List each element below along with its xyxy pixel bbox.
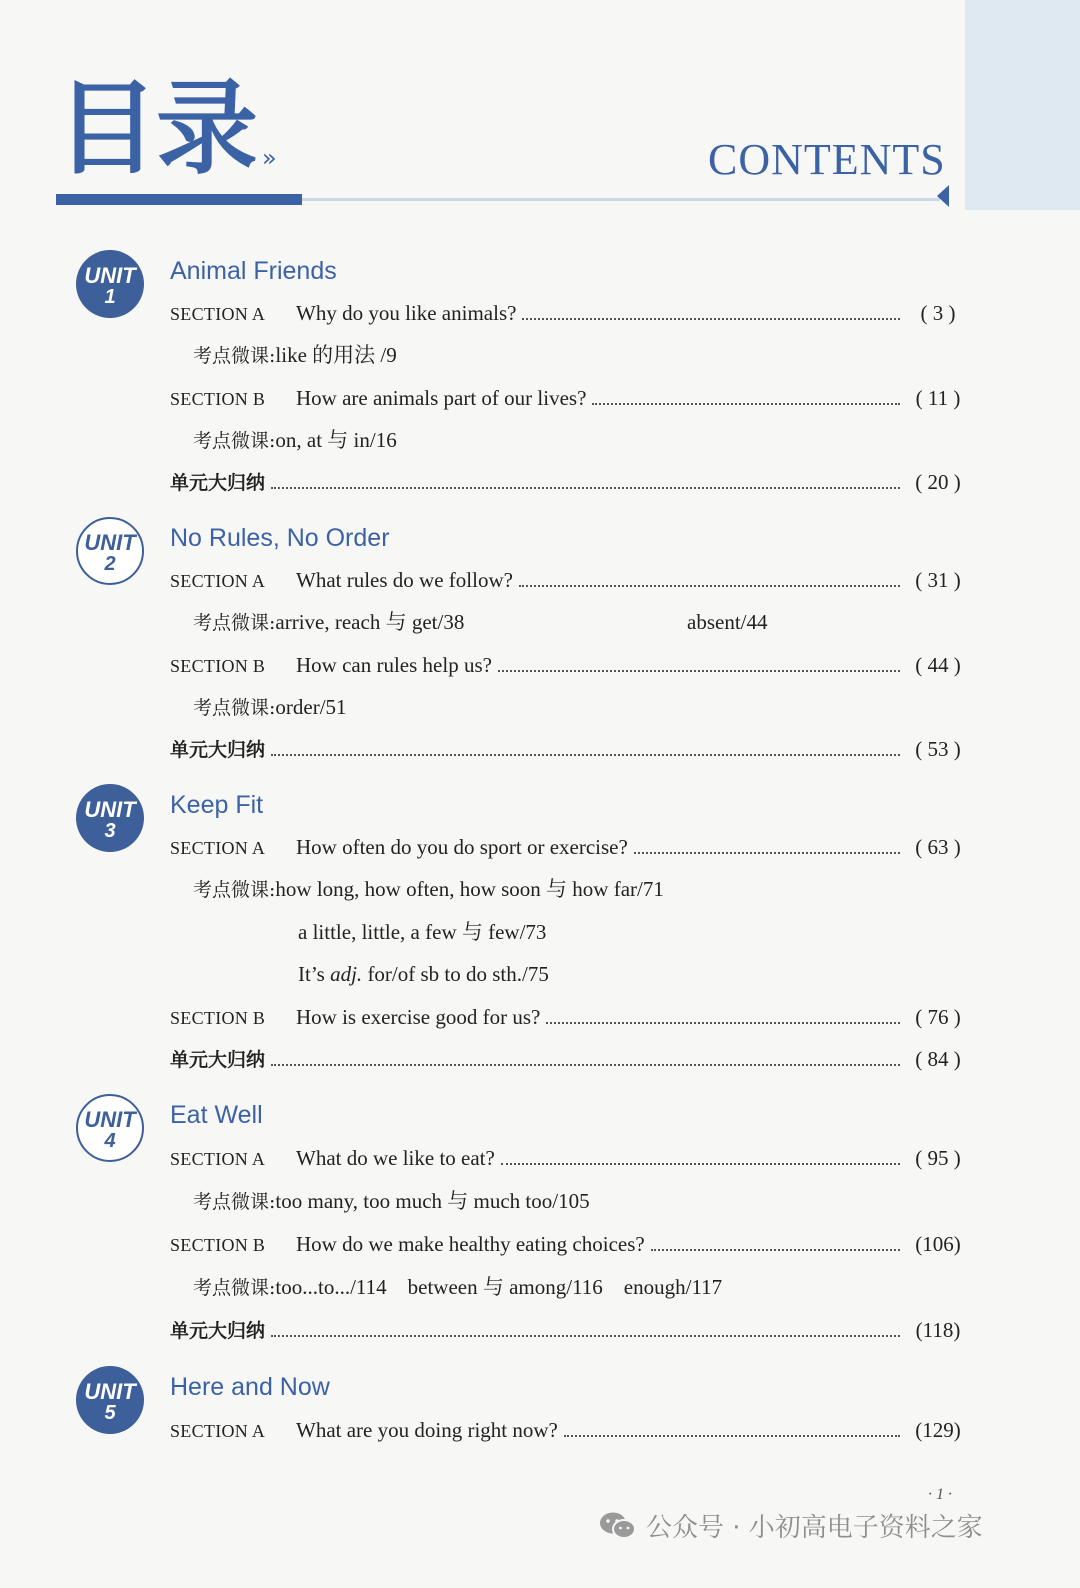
page-ref: (129) — [915, 1418, 961, 1442]
header-rule — [302, 198, 940, 201]
kd-entry-u1-b[interactable] — [193, 425, 397, 455]
badge-number: 3 — [104, 820, 116, 842]
badge-word: UNIT — [84, 1107, 136, 1132]
entry-text: What do we like to eat? — [296, 1146, 495, 1170]
entry-text: How is exercise good for us? — [296, 1005, 541, 1029]
kd-entry-u3-a[interactable] — [193, 874, 664, 904]
kd-line2-u3-a[interactable]: a little, little, a few 与 few/73 — [298, 920, 547, 944]
section-label: SECTION B — [170, 1235, 266, 1255]
dot-leader — [634, 822, 900, 854]
toc-entry-u4-section-a[interactable] — [170, 1143, 970, 1173]
triangle-marker-icon — [937, 185, 949, 207]
entry-text: How do we make healthy eating choices? — [296, 1232, 645, 1256]
dot-leader — [501, 1133, 900, 1165]
page-ref: ( 31 ) — [915, 568, 961, 592]
section-label: SECTION A — [170, 1421, 266, 1441]
kd-line3-pre: It’s — [298, 962, 331, 986]
badge-word: UNIT — [84, 530, 136, 555]
unit-badge-2 — [76, 517, 144, 585]
dot-leader — [271, 724, 900, 756]
toc-entry-u4-section-b[interactable] — [170, 1229, 970, 1259]
page-ref: ( 44 ) — [915, 653, 961, 677]
page-edge-shade — [965, 0, 1080, 210]
toc-entry-u2-summary[interactable] — [170, 734, 970, 764]
unit-title-4[interactable]: Eat Well — [170, 1101, 263, 1129]
toc-entry-u4-summary[interactable] — [170, 1315, 970, 1345]
badge-word: UNIT — [84, 797, 136, 822]
summary-text: 单元大归纳 — [170, 1049, 266, 1071]
section-label: SECTION A — [170, 304, 266, 324]
kd-text: too...to.../114 between 与 among/116 enough/117 — [275, 1275, 723, 1299]
entry-text: How can rules help us? — [296, 653, 492, 677]
toc-entry-u1-section-b[interactable] — [170, 383, 970, 413]
unit-badge-5 — [76, 1366, 144, 1434]
unit-title-5[interactable]: Here and Now — [170, 1373, 330, 1401]
page-ref: ( 3 ) — [920, 301, 956, 325]
badge-number: 2 — [104, 553, 116, 575]
page-ref: ( 11 ) — [915, 386, 961, 410]
unit-title-1[interactable]: Animal Friends — [170, 257, 337, 285]
kd-line3-u3-a[interactable] — [298, 959, 549, 989]
kd-entry-u4-a[interactable] — [193, 1186, 590, 1216]
page-ref: ( 84 ) — [915, 1047, 961, 1071]
toc-entry-u3-section-b[interactable] — [170, 1002, 970, 1032]
toc-entry-u1-summary[interactable] — [170, 467, 970, 497]
page-ref: (118) — [915, 1318, 961, 1342]
dot-leader — [522, 288, 900, 320]
kd-entry-u2-b[interactable] — [193, 692, 347, 722]
dot-leader — [271, 1034, 900, 1066]
entry-text: Why do you like animals? — [296, 301, 517, 325]
dot-leader — [271, 457, 900, 489]
badge-number: 4 — [104, 1130, 116, 1152]
kd-text: like 的用法 /9 — [275, 343, 397, 367]
page-number: · 1 · — [928, 1486, 952, 1503]
kd-label: 考点微课: — [193, 879, 276, 901]
entry-text: What are you doing right now? — [296, 1418, 558, 1442]
badge-number: 1 — [104, 286, 116, 308]
section-label: SECTION A — [170, 1149, 266, 1169]
toc-entry-u3-section-a[interactable] — [170, 832, 970, 862]
unit-badge-4 — [76, 1094, 144, 1162]
dot-leader — [498, 640, 900, 672]
kd-label: 考点微课: — [193, 612, 276, 634]
badge-word: UNIT — [84, 1379, 136, 1404]
page-ref: ( 63 ) — [915, 835, 961, 859]
kd-label: 考点微课: — [193, 1277, 276, 1299]
page-ref: ( 20 ) — [915, 470, 961, 494]
watermark — [598, 1508, 983, 1542]
summary-text: 单元大归纳 — [170, 472, 266, 494]
toc-entry-u2-section-b[interactable] — [170, 650, 970, 680]
badge-word: UNIT — [84, 263, 136, 288]
kd-text: on, at 与 in/16 — [275, 428, 397, 452]
section-label: SECTION B — [170, 389, 266, 409]
page-title-en: CONTENTS — [708, 135, 946, 184]
kd-label: 考点微课: — [193, 697, 276, 719]
kd-line3-adj: adj. — [330, 962, 363, 986]
kd-text: order/51 — [275, 695, 347, 719]
section-label: SECTION A — [170, 838, 266, 858]
page-ref: ( 53 ) — [915, 737, 961, 761]
toc-entry-u5-section-a[interactable] — [170, 1415, 970, 1445]
kd-extra-u2-a[interactable]: absent/44 — [687, 610, 768, 634]
dot-leader — [564, 1405, 900, 1437]
summary-text: 单元大归纳 — [170, 1320, 266, 1342]
toc-entry-u3-summary[interactable] — [170, 1044, 970, 1074]
kd-entry-u4-b[interactable] — [193, 1272, 722, 1302]
unit-title-3[interactable]: Keep Fit — [170, 791, 264, 819]
page-ref: (106) — [915, 1232, 961, 1256]
page-ref: ( 95 ) — [915, 1146, 961, 1170]
kd-text: arrive, reach 与 get/38 — [275, 610, 465, 634]
unit-badge-3 — [76, 784, 144, 852]
dot-leader — [519, 555, 900, 587]
summary-text: 单元大归纳 — [170, 739, 266, 761]
kd-entry-u1-a[interactable] — [193, 340, 397, 370]
entry-text: What rules do we follow? — [296, 568, 513, 592]
dot-leader — [592, 373, 900, 405]
kd-entry-u2-a[interactable] — [193, 607, 464, 637]
dot-leader — [546, 992, 900, 1024]
watermark-text: 公众号 · 小初高电子资料之家 — [646, 1512, 983, 1543]
toc-entry-u2-section-a[interactable] — [170, 565, 970, 595]
unit-title-2[interactable]: No Rules, No Order — [170, 524, 390, 552]
chevrons-icon: » — [262, 144, 277, 172]
toc-entry-u1-section-a[interactable] — [170, 298, 970, 328]
kd-label: 考点微课: — [193, 430, 276, 452]
page-title-cn: 目录 — [56, 70, 256, 189]
section-label: SECTION B — [170, 656, 266, 676]
dot-leader — [271, 1305, 900, 1337]
kd-text: too many, too much 与 much too/105 — [275, 1189, 590, 1213]
wechat-icon — [598, 1510, 638, 1540]
section-label: SECTION A — [170, 571, 266, 591]
page-ref: ( 76 ) — [915, 1005, 961, 1029]
section-label: SECTION B — [170, 1008, 266, 1028]
unit-badge-1 — [76, 250, 144, 318]
kd-label: 考点微课: — [193, 345, 276, 367]
entry-text: How often do you do sport or exercise? — [296, 835, 628, 859]
badge-number: 5 — [104, 1402, 116, 1424]
header-accent-bar — [56, 194, 302, 205]
kd-line3-post: for/of sb to do sth./75 — [362, 962, 549, 986]
entry-text: How are animals part of our lives? — [296, 386, 587, 410]
dot-leader — [651, 1219, 900, 1251]
kd-text: how long, how often, how soon 与 how far/71 — [275, 877, 664, 901]
kd-label: 考点微课: — [193, 1191, 276, 1213]
